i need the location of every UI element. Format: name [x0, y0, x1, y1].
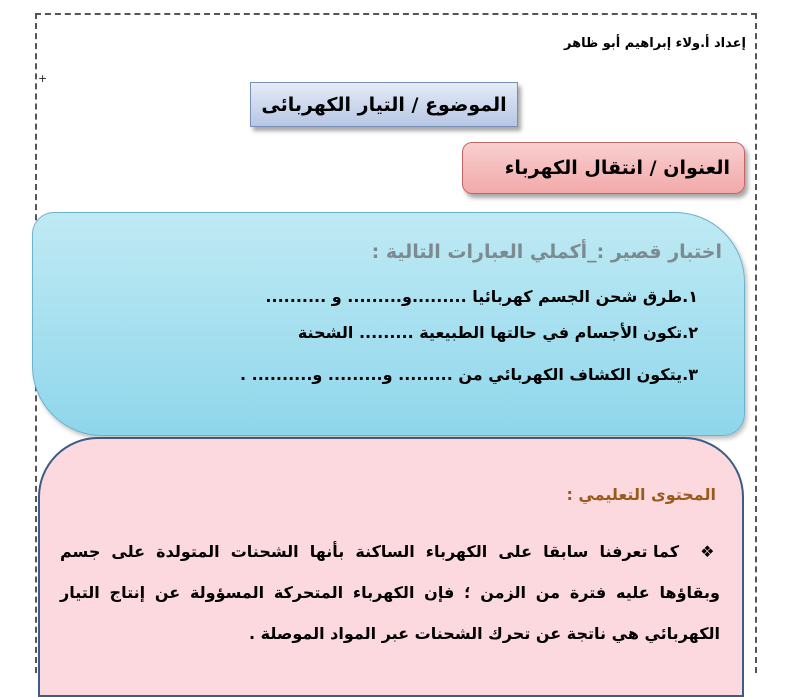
plus-mark: + — [38, 72, 48, 85]
quiz-item-1: ١.طرق شحن الجسم كهربائيا .........و......... و .......... — [265, 287, 698, 306]
content-box — [38, 437, 744, 697]
content-heading: المحتوى التعليمي : — [566, 485, 716, 504]
title-text: العنوان / انتقال الكهرباء — [504, 157, 730, 179]
quiz-item-2: ٢.تكون الأجسام في حالتها الطبيعية ......... الشحنة — [297, 323, 698, 342]
content-paragraph-text: كما تعرفنا سابقا على الكهرباء الساكنة بأنها الشحنات المتولدة على جسم وبقاؤها عليه فترة من الزمن ؛ فإن الكهرباء المتحركة المسؤولة عن إنتاج التيار الكهربائي هي ناتجة عن تحرك الشحنات عبر المواد الموصلة . — [60, 542, 720, 643]
quiz-item-3: ٣.يتكون الكشاف الكهربائي من ......... و......... و.......... . — [239, 365, 698, 384]
diamond-bullet-icon: ❖ — [700, 542, 721, 561]
topic-box — [250, 82, 518, 127]
content-paragraph — [60, 531, 720, 654]
quiz-box — [32, 212, 745, 436]
topic-text: الموضوع / التيار الكهربائى — [261, 93, 507, 116]
title-box — [462, 142, 745, 194]
author-line: إعداد أ.ولاء إبراهيم أبو ظاهر — [564, 36, 746, 51]
quiz-heading: اختبار قصير :_أكملي العبارات التالية : — [371, 241, 722, 263]
